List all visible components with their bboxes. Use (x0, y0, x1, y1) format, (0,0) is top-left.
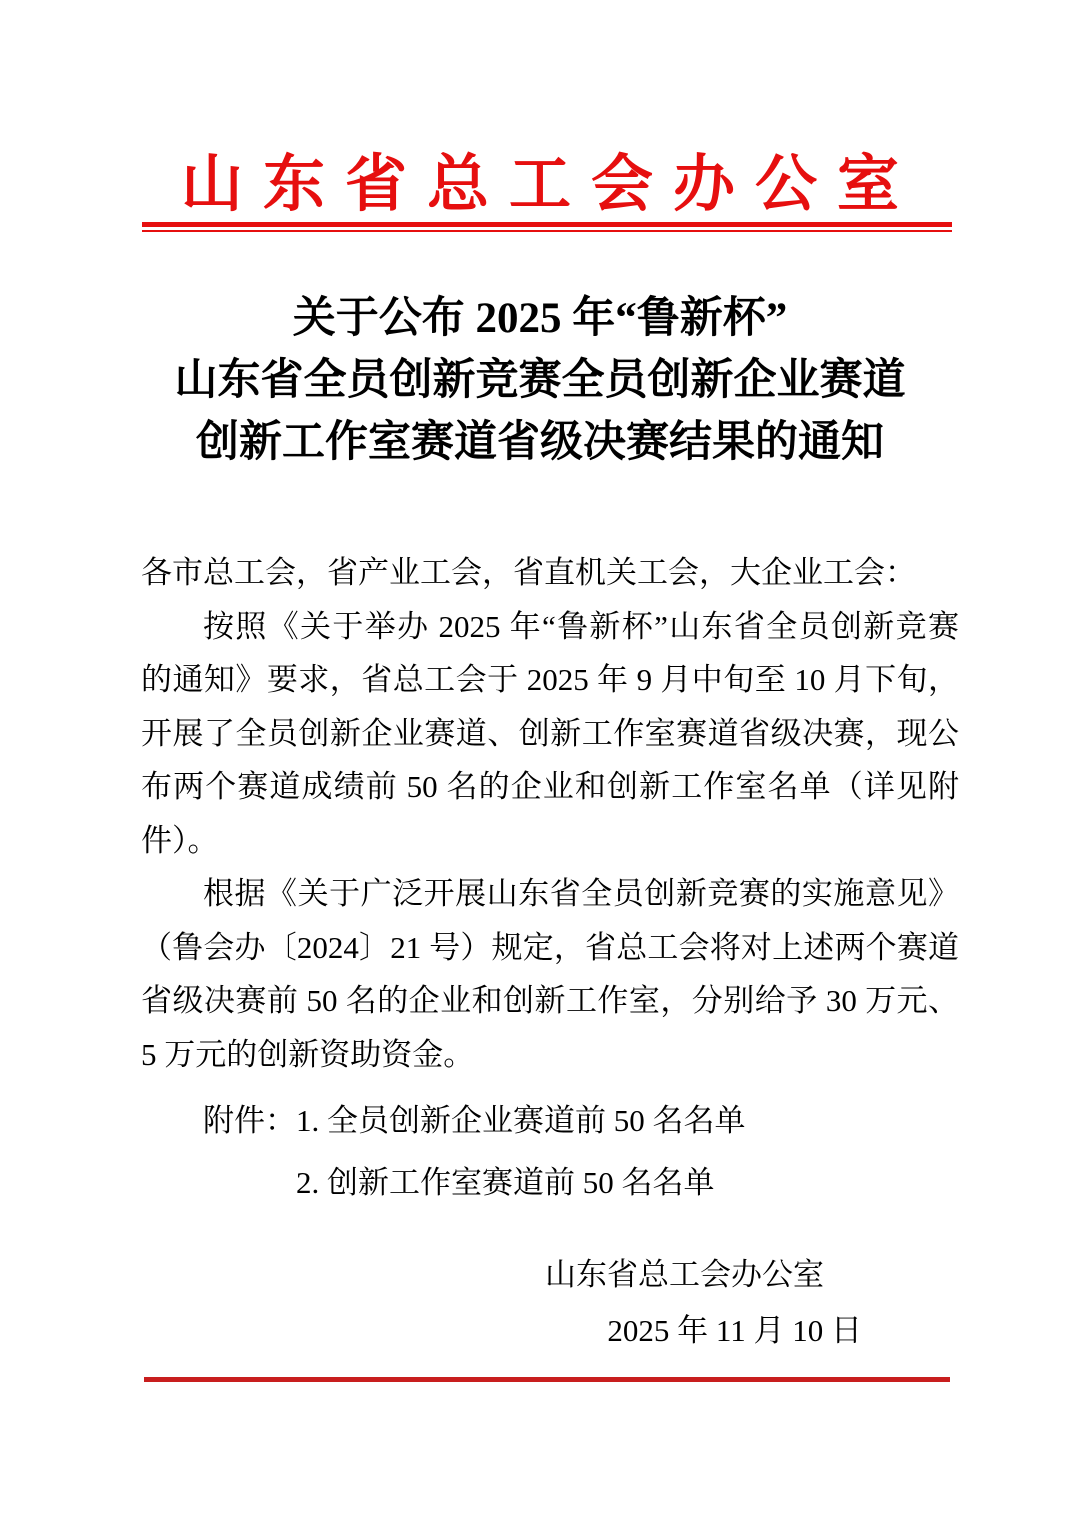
document-title-line-3: 创新工作室赛道省级决赛结果的通知 (196, 419, 884, 466)
footer-rule (144, 1377, 950, 1382)
attachment-item-1 (141, 1090, 959, 1152)
signature-block (0, 1248, 1080, 1358)
document-title (0, 288, 1080, 474)
signature-agency: 山东省总工会办公室 (545, 1257, 824, 1292)
signature-date: 2025 年 11 月 10 日 (607, 1313, 862, 1348)
document-title-line-2: 山东省全员创新竞赛全员创新企业赛道 (174, 357, 906, 404)
masthead-rule-thick (142, 222, 952, 227)
body-paragraph-1: 按照《关于举办 2025 年“鲁新杯”山东省全员创新竞赛的通知》要求，省总工会于 2025 年 9 月中旬至 10 月下旬，开展了全员创新企业赛道、创新工作室赛道省级决赛，现公布两个赛道成绩前 50 名的企业和创新工作室名单（详见附件）。 (141, 608, 959, 858)
attachment-item-1-text: 1. 全员创新企业赛道前 50 名名单 (296, 1103, 746, 1138)
attachments-label: 附件： (203, 1103, 296, 1138)
document-title-line-1: 关于公布 2025 年“鲁新杯” (292, 295, 788, 342)
masthead-double-rule (142, 222, 952, 232)
body-paragraph-2: 根据《关于广泛开展山东省全员创新竞赛的实施意见》（鲁会办〔2024〕21 号）规定，省总工会将对上述两个赛道省级决赛前 50 名的企业和创新工作室，分别给予 30 万元、5 万元的创新资助资金。 (141, 876, 959, 1072)
attachment-item-2: 2. 创新工作室赛道前 50 名名单 (296, 1165, 715, 1200)
document-body (141, 546, 959, 1081)
attachments-block (141, 1090, 959, 1214)
salutation-line: 各市总工会，省产业工会，省直机关工会，大企业工会： (141, 555, 916, 590)
agency-masthead: 山东省总工会办公室 (180, 151, 919, 219)
masthead-rule-thin (142, 230, 952, 232)
